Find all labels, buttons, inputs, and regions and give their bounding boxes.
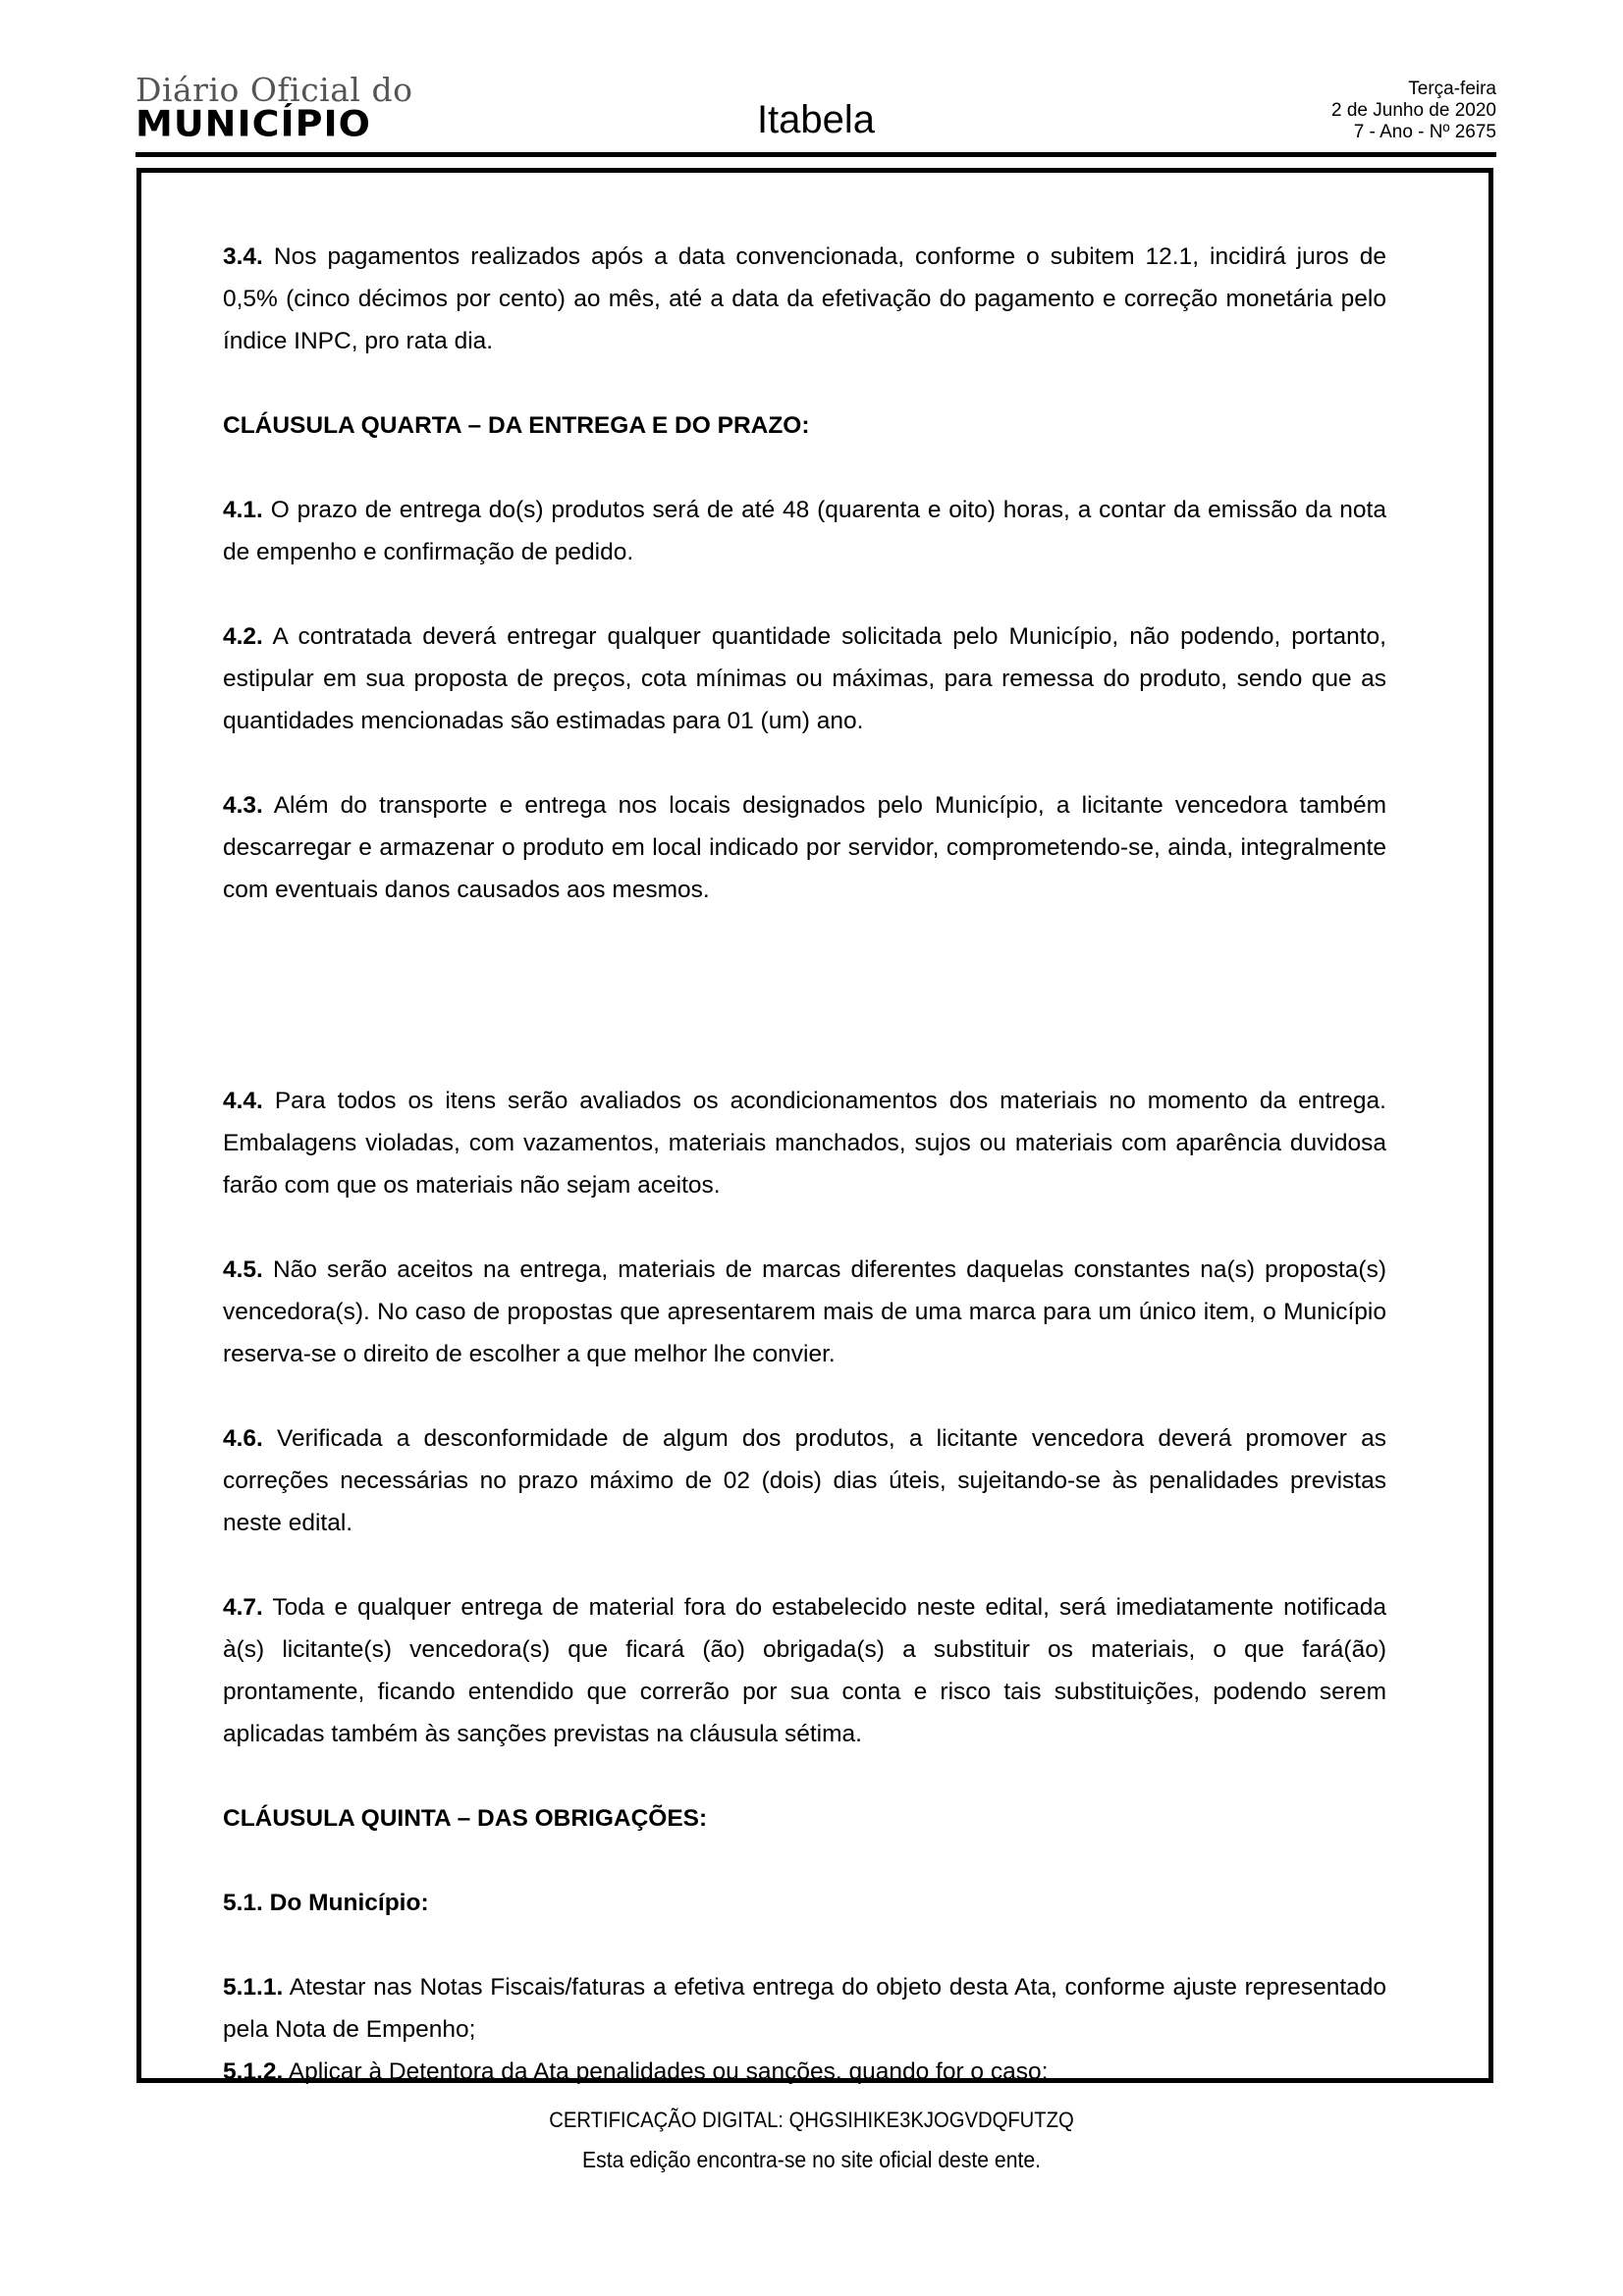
- digital-certification: CERTIFICAÇÃO DIGITAL: QHGSIHIKE3KJOGVDQFUTZQ: [549, 2108, 1074, 2132]
- item-number: 5.1.2.: [223, 2058, 284, 2085]
- item-number: 5.1.1.: [223, 1974, 284, 2001]
- weekday: Terça-feira: [1408, 79, 1496, 99]
- paragraph-4-4: 4.4. Para todos os itens serão avaliados os acondicionamentos dos materiais no momento da entrega. Embalagens violadas, com vazamentos, materiais manchados, sujos ou materiais com aparência duvidosa farão com que os materiais não sejam aceitos.: [223, 1088, 1386, 1199]
- item-number: 4.7.: [223, 1594, 263, 1621]
- logo-line-2: MUNICÍPIO: [135, 103, 371, 144]
- publication-date: 2 de Junho de 2020: [1331, 100, 1496, 121]
- subsection-5-1-heading: 5.1. Do Município:: [223, 1890, 429, 1916]
- paragraph-4-6: 4.6. Verificada a desconformidade de algum dos produtos, a licitante vencedora deverá promover as correções necessárias no prazo máximo de 02 (dois) dias úteis, sujeitando-se às penalidades previstas neste edital.: [223, 1425, 1386, 1536]
- document-body: [223, 236, 1386, 2093]
- item-number: 4.5.: [223, 1256, 263, 1283]
- paragraph-5-1-2: 5.1.2. Aplicar à Detentora da Ata penalidades ou sanções, quando for o caso;: [223, 2058, 1049, 2085]
- paragraph-4-7: 4.7. Toda e qualquer entrega de material fora do estabelecido neste edital, será imediatamente notificada à(s) licitante(s) vencedora(s) que ficará (ão) obrigada(s) a substituir os materiais, o que fará(ão) prontamente, ficando entendido que correrão por sua conta e risco tais substituições, podendo serem aplicadas também às sanções previstas na cláusula sétima.: [223, 1594, 1386, 1747]
- page-header: [135, 59, 1496, 155]
- page-footer: [0, 2101, 1623, 2179]
- item-number: 4.3.: [223, 792, 263, 819]
- header-divider: [135, 152, 1496, 157]
- edition-number: 7 - Ano - Nº 2675: [1353, 122, 1496, 142]
- municipality-title: Itabela: [756, 98, 876, 141]
- item-number: 3.4.: [223, 243, 263, 270]
- paragraph-4-3: 4.3. Além do transporte e entrega nos locais designados pelo Município, a licitante vencedora também descarregar e armazenar o produto em local indicado por servidor, comprometendo-se, ainda, integralmente com eventuais danos causados aos mesmos.: [223, 792, 1386, 903]
- paragraph-5-1-1: 5.1.1. Atestar nas Notas Fiscais/faturas a efetiva entrega do objeto desta Ata, conforme ajuste representado pela Nota de Empenho;: [223, 1974, 1386, 2043]
- edition-info: [1331, 79, 1496, 143]
- item-number: 4.2.: [223, 623, 263, 650]
- logo-line-1: Diário Oficial do: [135, 71, 413, 109]
- clause-4-heading: CLÁUSULA QUARTA – DA ENTREGA E DO PRAZO:: [223, 412, 810, 439]
- item-number: 4.4.: [223, 1088, 263, 1114]
- official-site-note: Esta edição encontra-se no site oficial deste ente.: [582, 2147, 1041, 2172]
- paragraph-4-1: 4.1. O prazo de entrega do(s) produtos será de até 48 (quarenta e oito) horas, a contar da emissão da nota de empenho e confirmação de pedido.: [223, 497, 1386, 565]
- clause-5-heading: CLÁUSULA QUINTA – DAS OBRIGAÇÕES:: [223, 1805, 708, 1832]
- item-number: 4.1.: [223, 497, 263, 523]
- item-number: 4.6.: [223, 1425, 263, 1452]
- paragraph-4-2: 4.2. A contratada deverá entregar qualquer quantidade solicitada pelo Município, não podendo, portanto, estipular em sua proposta de preços, cota mínimas ou máximas, para remessa do produto, sendo que as quantidades mencionadas são estimadas para 01 (um) ano.: [223, 623, 1386, 734]
- paragraph-4-5: 4.5. Não serão aceitos na entrega, materiais de marcas diferentes daquelas constantes na(s) proposta(s) vencedora(s). No caso de propostas que apresentarem mais de uma marca para um único item, o Município reserva-se o direito de escolher a que melhor lhe convier.: [223, 1256, 1386, 1367]
- paragraph-3-4: 3.4. Nos pagamentos realizados após a data convencionada, conforme o subitem 12.1, incidirá juros de 0,5% (cinco décimos por cento) ao mês, até a data da efetivação do pagamento e correção monetária pelo índice INPC, pro rata dia.: [223, 243, 1386, 354]
